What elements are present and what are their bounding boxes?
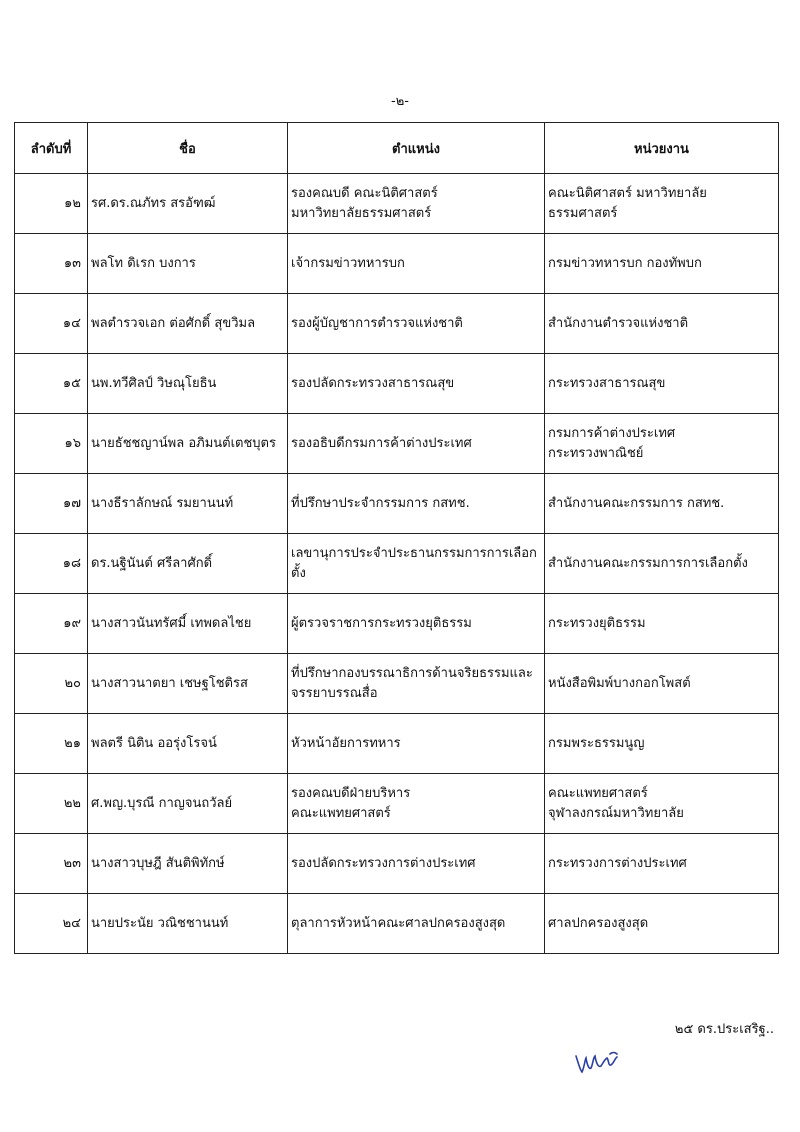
position-line: รองอธิบดีกรมการค้าต่างประเทศ xyxy=(291,435,472,451)
person-org xyxy=(545,534,779,594)
row-number: ๒๐ xyxy=(15,654,88,714)
table-row xyxy=(15,354,779,414)
person-position xyxy=(288,234,545,294)
person-org xyxy=(545,474,779,534)
row-number: ๑๕ xyxy=(15,354,88,414)
person-org xyxy=(545,414,779,474)
position-line: เลขานุการประจำประธานกรรมการการเลือกตั้ง xyxy=(291,545,537,581)
position-line: เจ้ากรมข่าวทหารบก xyxy=(291,255,405,271)
position-line: คณะแพทยศาสตร์ xyxy=(291,805,391,821)
table-row xyxy=(15,534,779,594)
row-number: ๒๓ xyxy=(15,834,88,894)
person-name: นางสาวบุษฎี สันติพิทักษ์ xyxy=(88,834,288,894)
org-line: สำนักงานคณะกรรมการการเลือกตั้ง xyxy=(548,555,748,571)
org-line: คณะแพทยศาสตร์ xyxy=(548,785,648,801)
person-name: นายธัชชญาน์พล อภิมนต์เตชบุตร xyxy=(88,414,288,474)
person-position xyxy=(288,414,545,474)
row-number: ๑๓ xyxy=(15,234,88,294)
person-org xyxy=(545,894,779,954)
initials-signature xyxy=(572,1046,624,1080)
person-position xyxy=(288,174,545,234)
person-position xyxy=(288,714,545,774)
table-row xyxy=(15,234,779,294)
position-line: รองผู้บัญชาการตำรวจแห่งชาติ xyxy=(291,315,463,331)
person-org xyxy=(545,174,779,234)
header-no: ลำดับที่ xyxy=(15,123,88,174)
row-number: ๒๔ xyxy=(15,894,88,954)
person-name: ศ.พญ.บุรณี กาญจนถวัลย์ xyxy=(88,774,288,834)
position-line: มหาวิทยาลัยธรรมศาสตร์ xyxy=(291,205,432,221)
table-row xyxy=(15,834,779,894)
table-header-row xyxy=(15,123,779,174)
row-number: ๑๒ xyxy=(15,174,88,234)
person-position xyxy=(288,834,545,894)
org-line: กระทรวงการต่างประเทศ xyxy=(548,855,687,871)
org-line: คณะนิติศาสตร์ มหาวิทยาลัยธรรมศาสตร์ xyxy=(548,185,707,221)
person-org xyxy=(545,714,779,774)
position-line: จรรยาบรรณสื่อ xyxy=(291,685,378,701)
roster-table xyxy=(14,122,779,954)
position-line: รองคณบดีฝ่ายบริหาร xyxy=(291,785,411,801)
row-number: ๑๔ xyxy=(15,294,88,354)
person-org xyxy=(545,654,779,714)
person-org xyxy=(545,234,779,294)
person-position xyxy=(288,594,545,654)
person-name: นางธีราลักษณ์ รมยานนท์ xyxy=(88,474,288,534)
person-position xyxy=(288,474,545,534)
org-line: หนังสือพิมพ์บางกอกโพสต์ xyxy=(548,675,691,691)
org-line: จุฬาลงกรณ์มหาวิทยาลัย xyxy=(548,805,684,821)
row-number: ๒๒ xyxy=(15,774,88,834)
person-org xyxy=(545,774,779,834)
header-name: ชื่อ xyxy=(88,123,288,174)
person-org xyxy=(545,594,779,654)
table-row xyxy=(15,414,779,474)
position-line: รองปลัดกระทรวงการต่างประเทศ xyxy=(291,855,476,871)
page-number: -๒- xyxy=(391,94,409,109)
person-position xyxy=(288,294,545,354)
org-line: กระทรวงยุติธรรม xyxy=(548,615,646,631)
table-row xyxy=(15,774,779,834)
person-position xyxy=(288,534,545,594)
person-name: นพ.ทวีศิลป์ วิษณุโยธิน xyxy=(88,354,288,414)
person-position xyxy=(288,774,545,834)
person-name: นางสาวนาตยา เชษฐโชติรส xyxy=(88,654,288,714)
position-line: ที่ปรึกษาประจำกรรมการ กสทช. xyxy=(291,495,470,511)
table-row xyxy=(15,594,779,654)
position-line: รองปลัดกระทรวงสาธารณสุข xyxy=(291,375,455,391)
row-number: ๑๖ xyxy=(15,414,88,474)
org-line: กระทรวงพาณิชย์ xyxy=(548,445,644,461)
person-name: พลตำรวจเอก ต่อศักดิ์ สุขวิมล xyxy=(88,294,288,354)
person-position xyxy=(288,654,545,714)
org-line: สำนักงานคณะกรรมการ กสทช. xyxy=(548,495,725,511)
person-org xyxy=(545,294,779,354)
position-line: รองคณบดี คณะนิติศาสตร์ xyxy=(291,185,438,201)
table-row xyxy=(15,894,779,954)
person-name: นางสาวนันทรัศมี์ เทพดลไชย xyxy=(88,594,288,654)
person-org xyxy=(545,354,779,414)
org-line: กรมข่าวทหารบก กองทัพบก xyxy=(548,255,702,271)
header-position: ตำแหน่ง xyxy=(288,123,545,174)
person-org xyxy=(545,834,779,894)
org-line: กระทรวงสาธารณสุข xyxy=(548,375,666,391)
table-row xyxy=(15,714,779,774)
org-line: กรมพระธรรมนูญ xyxy=(548,735,645,751)
row-number: ๒๑ xyxy=(15,714,88,774)
position-line: ตุลาการหัวหน้าคณะศาลปกครองสูงสุด xyxy=(291,915,506,931)
org-line: ศาลปกครองสูงสุด xyxy=(548,915,649,931)
row-number: ๑๘ xyxy=(15,534,88,594)
header-org: หน่วยงาน xyxy=(545,123,779,174)
org-line: กรมการค้าต่างประเทศ xyxy=(548,425,676,441)
person-position xyxy=(288,894,545,954)
person-name: ดร.นฐินันต์ ศรีลาศักดิ์ xyxy=(88,534,288,594)
person-name: พลโท ดิเรก บงการ xyxy=(88,234,288,294)
person-position xyxy=(288,354,545,414)
row-number: ๑๙ xyxy=(15,594,88,654)
position-line: หัวหน้าอัยการทหาร xyxy=(291,735,401,751)
position-line: ผู้ตรวจราชการกระทรวงยุติธรรม xyxy=(291,615,472,631)
person-name: รศ.ดร.ณภัทร สรอัฑฒ์ xyxy=(88,174,288,234)
org-line: สำนักงานตำรวจแห่งชาติ xyxy=(548,315,689,331)
person-name: พลตรี นิติน ออรุ่งโรจน์ xyxy=(88,714,288,774)
table-row xyxy=(15,654,779,714)
position-line: ที่ปรึกษากองบรรณาธิการด้านจริยธรรมและ xyxy=(291,665,533,681)
table-row xyxy=(15,294,779,354)
table-row xyxy=(15,174,779,234)
table-row xyxy=(15,474,779,534)
row-number: ๑๗ xyxy=(15,474,88,534)
person-name: นายประนัย วณิชชานนท์ xyxy=(88,894,288,954)
continuation-note: ๒๕ ดร.ประเสริฐ.. xyxy=(674,1022,774,1037)
